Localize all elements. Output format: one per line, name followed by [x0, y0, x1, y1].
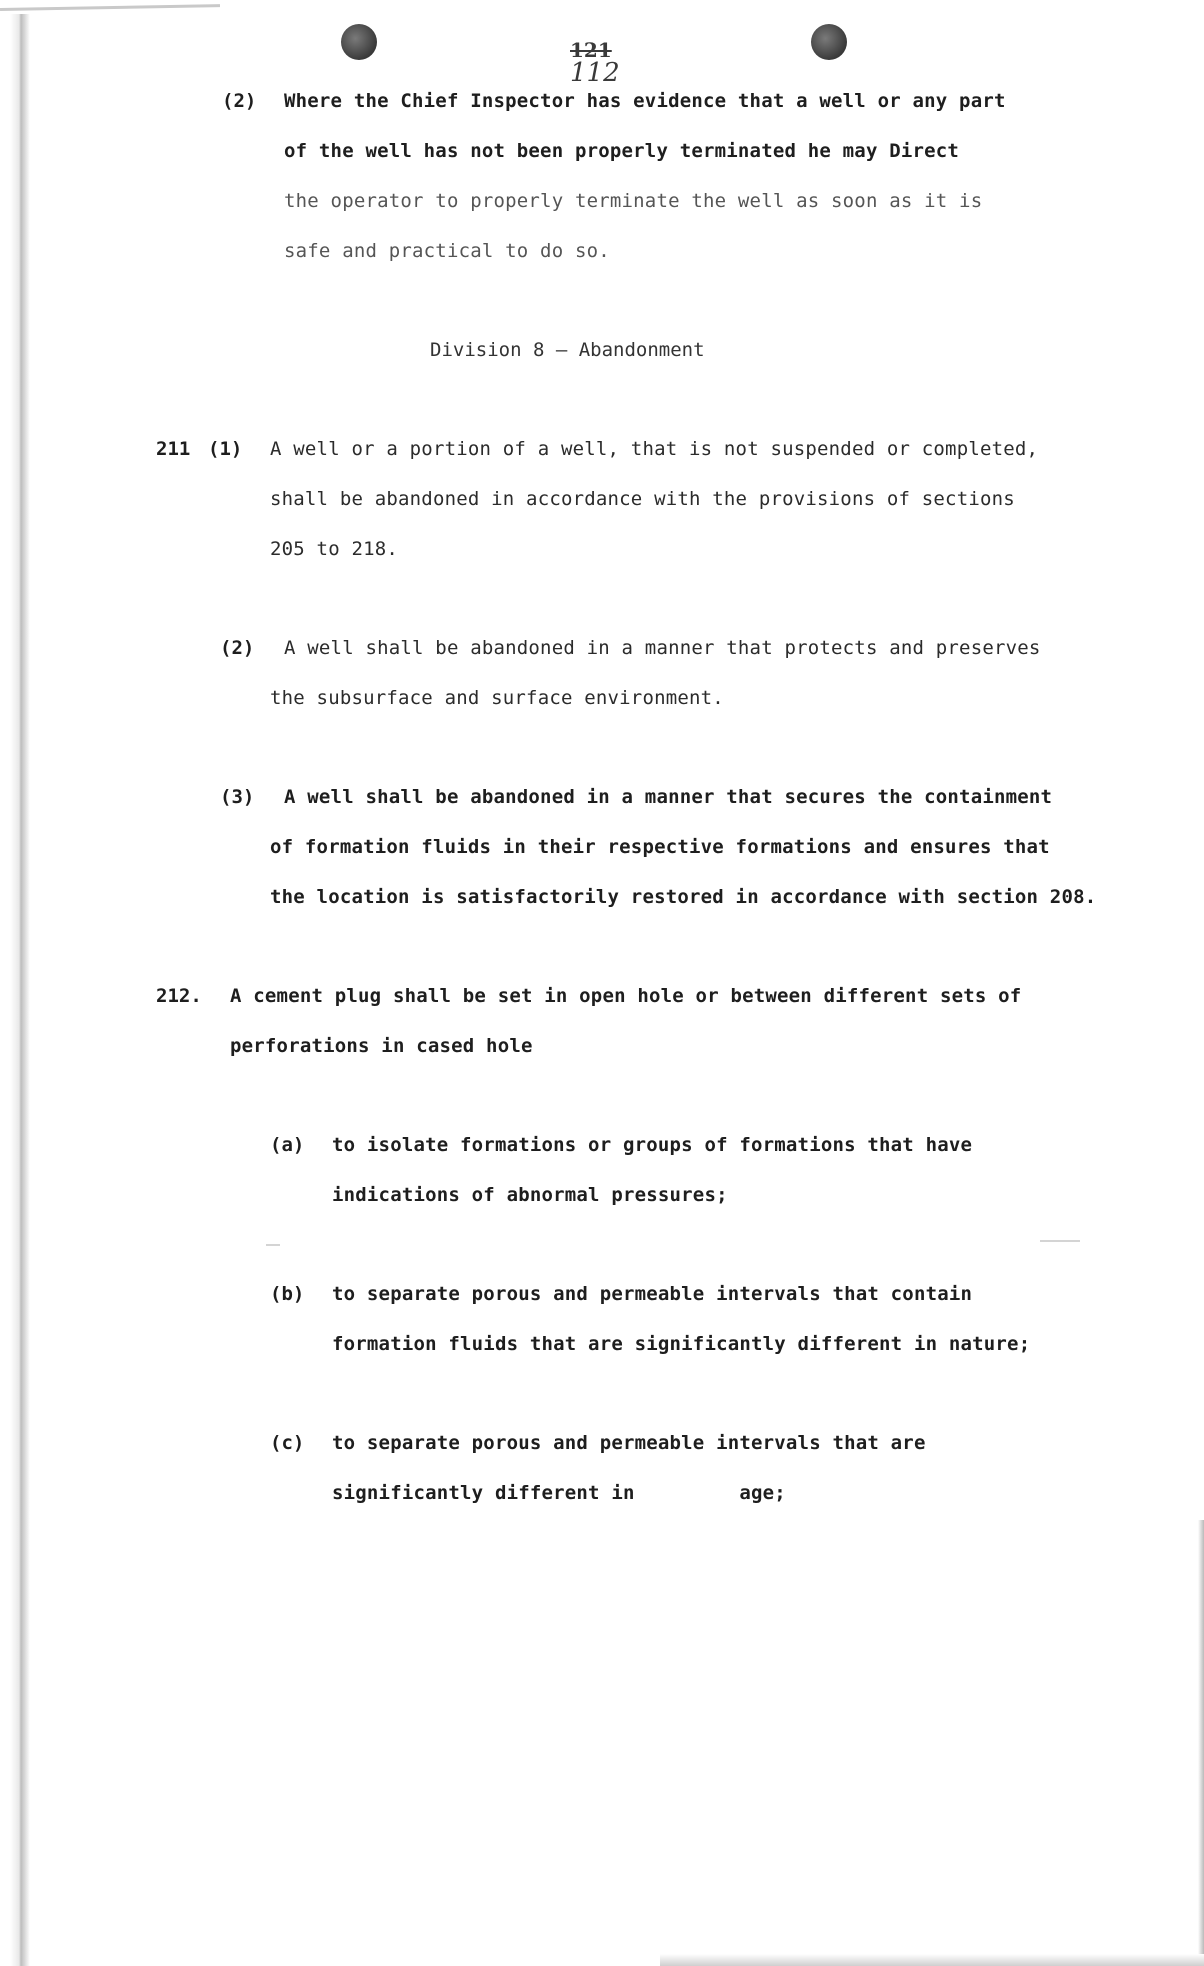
section-number: 211 [156, 438, 191, 460]
text-line: to separate porous and permeable intervals that are [332, 1432, 926, 1454]
text-line: formation fluids that are significantly different in nature; [332, 1333, 1031, 1355]
item-label: (a) [270, 1134, 305, 1156]
page-number-struck: 121 [570, 38, 612, 62]
subsection-number: (2) [220, 637, 255, 659]
text-line: perforations in cased hole [230, 1035, 533, 1057]
text-line: to isolate formations or groups of formations that have [332, 1134, 973, 1156]
section-number: 212. [156, 985, 202, 1007]
text-line: significantly different in age; [332, 1482, 786, 1504]
text-line: shall be abandoned in accordance with the provisions of sections [270, 488, 1015, 510]
text-line: safe and practical to do so. [284, 240, 610, 262]
item-label: (b) [270, 1283, 305, 1305]
subsection-number: (1) [208, 438, 243, 460]
text-line: A well shall be abandoned in a manner that secures the containment [284, 786, 1053, 808]
punch-hole-right [811, 24, 847, 60]
text-line: to separate porous and permeable intervals that contain [332, 1283, 973, 1305]
text-line: the operator to properly terminate the well as soon as it is [284, 190, 983, 212]
text-line: A well or a portion of a well, that is not suspended or completed, [270, 438, 1039, 460]
page-edge-right [1198, 1520, 1204, 1966]
text-line: 205 to 218. [270, 538, 399, 560]
scan-speck [1040, 1240, 1080, 1242]
item-label: (c) [270, 1432, 305, 1454]
subsection-number: (3) [220, 786, 255, 808]
page-edge-left [10, 14, 30, 1966]
scan-speck [266, 1244, 280, 1246]
division-heading: Division 8 — Abandonment [430, 339, 705, 361]
page-edge-bottom [660, 1954, 1204, 1966]
subsection-number: (2) [222, 90, 257, 112]
text-line: the subsurface and surface environment. [270, 687, 724, 709]
text-line: A cement plug shall be set in open hole or between different sets of [230, 985, 1022, 1007]
text-line: A well shall be abandoned in a manner that protects and preserves [284, 637, 1041, 659]
text-line: of formation fluids in their respective formations and ensures that [270, 836, 1050, 858]
page-number-handwritten: 112 [570, 58, 620, 88]
text-line: of the well has not been properly terminated he may Direct [284, 140, 960, 162]
text-line: Where the Chief Inspector has evidence that a well or any part [284, 90, 1006, 112]
text-line: the location is satisfactorily restored in accordance with section 208. [270, 886, 1097, 908]
punch-hole-left [341, 24, 377, 60]
page-edge-top [0, 4, 220, 11]
text-line: indications of abnormal pressures; [332, 1184, 728, 1206]
